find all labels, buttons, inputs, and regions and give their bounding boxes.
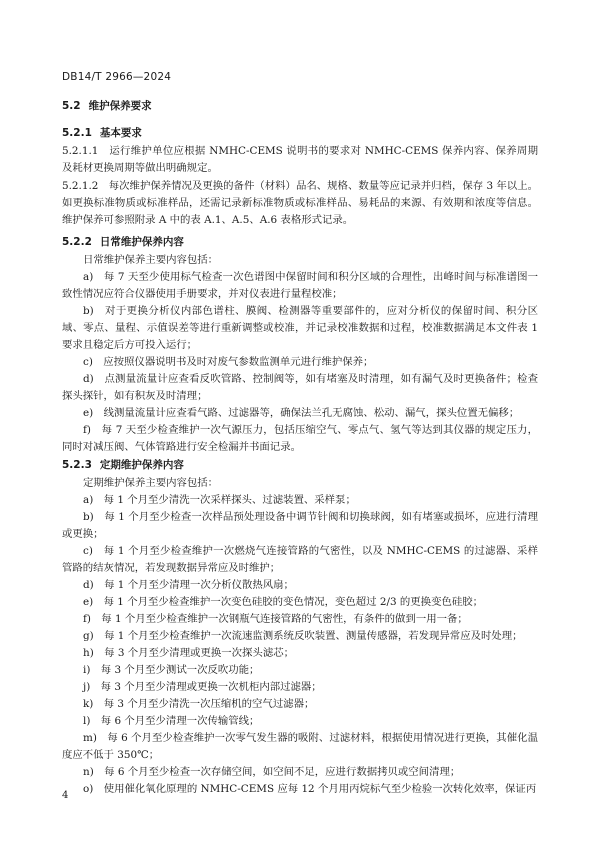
periodic-maintenance-list <box>62 492 538 798</box>
daily-maintenance-list <box>62 269 538 456</box>
list-item: e) 线测量流量计应查看气路、过滤器等，确保法兰孔无腐蚀、松动、漏气，探头位置无偏移； <box>83 407 520 419</box>
section-number: 5.2.1 <box>62 127 92 139</box>
list-item: f) 每 7 天至少检查维护一次气源压力，包括压缩空气、零点气、氢气等达到其仪器的规定压力，同时对减压阀、气体管路进行安全检漏并书面记录。 <box>62 424 538 453</box>
list-item: e) 每 1 个月至少检查维护一次变色硅胶的变色情况，变色超过 2/3 的更换变色硅胶； <box>83 596 484 608</box>
list-item: b) 对于更换分析仪内部色谱柱、膜阀、检测器等重要部件的，应对分析仪的保留时间、积分区域、零点、量程、示值误差等进行重新调整或校准，并记录校准数据和过程，校准数据满足本文件表 1 要求且稳定后方可投入运行； <box>62 305 538 351</box>
section-title: 定期维护保养内容 <box>99 459 184 471</box>
clause-5-2-1-2: 5.2.1.2 每次维护保养情况及更换的备件（材料）品名、规格、数量等应记录并归档，保存 3 年以上。如更换标准物质或标准样品，还需记录新标准物质或标准样品、易耗品的来源、有效期和浓度等信息。维护保养可参照附录 A 中的表 A.1、A.5、A.6 表格形式记录。 <box>62 180 538 226</box>
section-number: 5.2 <box>62 100 81 112</box>
section-title: 维护保养要求 <box>88 100 152 112</box>
list-item: d) 点测量流量计应查看反吹管路、控制阀等，如有堵塞及时清理，如有漏气及时更换备件；检查探头探针，如有积灰及时清理； <box>62 373 538 402</box>
list-item: i) 每 3 个月至少测试一次反吹功能； <box>83 664 260 676</box>
section-5-2-heading <box>62 98 152 113</box>
section-number: 5.2.3 <box>62 459 92 471</box>
list-item: j) 每 3 个月至少清理或更换一次机柜内部过滤器； <box>83 681 322 693</box>
list-item: l) 每 6 个月至少清理一次传输管线； <box>83 715 260 727</box>
section-5-2-2-heading <box>62 234 184 249</box>
list-item: c) 应按照仪器说明书及时对废气参数监测单元进行维护保养； <box>83 356 374 368</box>
section-title: 基本要求 <box>99 127 142 139</box>
clause-5-2-1-1: 5.2.1.1 运行维护单位应根据 NMHC-CEMS 说明书的要求对 NMHC-CEMS 保养内容、保养周期及耗材更换周期等做出明确规定。 <box>62 145 538 174</box>
list-item: o) 使用催化氧化原理的 NMHC-CEMS 应每 12 个月用丙烷标气至少检验一次转化效率，保证丙 <box>83 783 537 795</box>
section-title: 日常维护保养内容 <box>99 236 184 248</box>
list-item: c) 每 1 个月至少检查维护一次燃烧气连接管路的气密性，以及 NMHC-CEMS 的过滤器、采样管路的结灰情况，若发现数据异常应及时维护； <box>62 545 538 574</box>
periodic-maintenance-intro: 定期维护保养主要内容包括： <box>83 477 219 489</box>
section-number: 5.2.2 <box>62 236 92 248</box>
list-item: a) 每 1 个月至少清洗一次采样探头、过滤装置、采样泵； <box>83 494 356 506</box>
list-item: d) 每 1 个月至少清理一次分析仪散热风扇； <box>83 579 294 591</box>
section-5-2-3-heading <box>62 457 184 472</box>
list-item: g) 每 1 个月至少检查维护一次流速监测系统反吹装置、测量传感器，若发现异常应及时处理； <box>83 630 523 642</box>
list-item: b) 每 1 个月至少检查一次样品预处理设备中调节针阀和切换球阀，如有堵塞或损坏，应进行清理或更换； <box>62 511 538 540</box>
document-code: DB14/T 2966—2024 <box>62 71 172 83</box>
list-item: f) 每 1 个月至少检查维护一次钢瓶气连接管路的气密性，有条件的做到一用一备； <box>83 613 468 625</box>
list-item: k) 每 3 个月至少清洗一次压缩机的空气过滤器； <box>83 698 315 710</box>
list-item: h) 每 3 个月至少清理或更换一次探头滤芯； <box>83 647 294 659</box>
list-item: a) 每 7 天至少使用标气检查一次色谱图中保留时间和积分区域的合理性，出峰时间与标准谱图一致性情况应符合仪器使用手册要求，并对仪表进行量程校准； <box>62 271 538 300</box>
list-item: m) 每 6 个月至少检查维护一次零气发生器的吸附、过滤材料，根据使用情况进行更换，其催化温度应不低于 350℃； <box>62 732 538 761</box>
page-number: 4 <box>62 790 69 801</box>
list-item: n) 每 6 个月至少检查一次存储空间，如空间不足，应进行数据拷贝或空间清理； <box>83 766 461 778</box>
section-5-2-1-heading <box>62 125 142 140</box>
daily-maintenance-intro: 日常维护保养主要内容包括： <box>83 254 219 266</box>
